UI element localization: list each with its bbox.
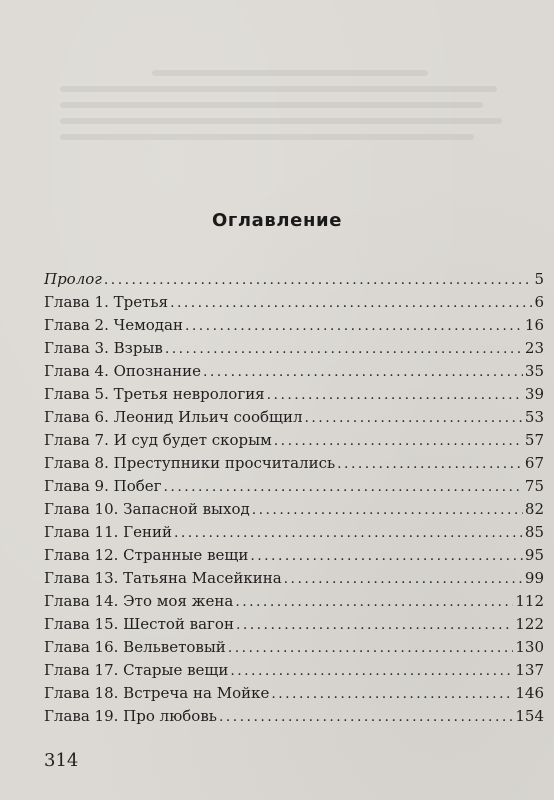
dot-leader [203, 361, 523, 384]
toc-entry[interactable] [44, 360, 544, 383]
toc-entry-label: Глава 8. Преступники просчитались [44, 454, 336, 472]
toc-entry[interactable] [44, 636, 544, 659]
dot-leader [165, 338, 523, 361]
toc-entry[interactable] [44, 291, 544, 314]
dot-leader [250, 545, 523, 568]
toc-entry-page: 146 [515, 684, 544, 702]
dot-leader [164, 476, 523, 499]
toc-entry[interactable] [44, 452, 544, 475]
toc-entry[interactable] [44, 475, 544, 498]
toc-entry-page: 6 [534, 293, 544, 311]
dot-leader [174, 522, 523, 545]
dot-leader [252, 499, 523, 522]
toc-entry-page: 23 [524, 339, 544, 357]
toc-entry-page: 39 [524, 385, 544, 403]
toc-entry[interactable] [44, 268, 544, 291]
toc-entry-label: Глава 11. Гений [44, 523, 172, 541]
dot-leader [305, 407, 523, 430]
dot-leader [185, 315, 523, 338]
toc-entry-page: 53 [524, 408, 544, 426]
toc-entry-label: Глава 9. Побег [44, 477, 162, 495]
toc-entry-label: Глава 1. Третья [44, 293, 169, 311]
toc-entry[interactable] [44, 682, 544, 705]
table-of-contents [44, 268, 544, 728]
toc-entry-page: 122 [515, 615, 544, 633]
toc-entry-page: 16 [524, 316, 544, 334]
dot-leader [219, 706, 513, 729]
toc-title: Оглавление [211, 210, 343, 231]
toc-entry-label: Глава 12. Странные вещи [44, 546, 249, 564]
toc-entry-page: 35 [524, 362, 544, 380]
dot-leader [267, 384, 523, 407]
toc-entry-label: Глава 16. Вельветовый [44, 638, 226, 656]
toc-entry-label: Глава 13. Татьяна Масейкина [44, 569, 282, 587]
toc-entry-label: Глава 7. И суд будет скорым [44, 431, 272, 449]
toc-entry-page: 130 [515, 638, 544, 656]
page-number: 314 [44, 750, 79, 771]
toc-entry-label: Глава 6. Леонид Ильич сообщил [44, 408, 303, 426]
toc-entry[interactable] [44, 567, 544, 590]
toc-entry-page: 95 [524, 546, 544, 564]
toc-entry-page: 154 [515, 707, 544, 725]
toc-entry[interactable] [44, 429, 544, 452]
toc-entry-label: Глава 3. Взрыв [44, 339, 163, 357]
dot-leader [235, 591, 513, 614]
toc-entry[interactable] [44, 544, 544, 567]
toc-entry-page: 82 [524, 500, 544, 518]
toc-entry[interactable] [44, 659, 544, 682]
toc-entry[interactable] [44, 314, 544, 337]
toc-entry-page: 67 [524, 454, 544, 472]
toc-entry-label: Глава 15. Шестой вагон [44, 615, 234, 633]
dot-leader [284, 568, 523, 591]
toc-entry-page: 5 [534, 270, 544, 288]
toc-entry-label: Глава 10. Запасной выход [44, 500, 250, 518]
toc-entry[interactable] [44, 705, 544, 728]
dot-leader [337, 453, 523, 476]
toc-entry-page: 57 [524, 431, 544, 449]
toc-entry[interactable] [44, 613, 544, 636]
toc-entry[interactable] [44, 498, 544, 521]
toc-entry-page: 85 [524, 523, 544, 541]
toc-entry[interactable] [44, 590, 544, 613]
dot-leader [271, 683, 513, 706]
toc-entry[interactable] [44, 383, 544, 406]
toc-entry[interactable] [44, 521, 544, 544]
toc-entry-label: Глава 5. Третья неврология [44, 385, 265, 403]
toc-entry-label: Глава 4. Опознание [44, 362, 201, 380]
toc-entry[interactable] [44, 406, 544, 429]
toc-entry-label: Глава 17. Старые вещи [44, 661, 229, 679]
toc-entry-page: 112 [515, 592, 544, 610]
show-through-text [60, 60, 520, 180]
toc-entry-page: 99 [524, 569, 544, 587]
toc-entry-page: 137 [515, 661, 544, 679]
dot-leader [236, 614, 513, 637]
dot-leader [230, 660, 513, 683]
toc-entry-label: Глава 14. Это моя жена [44, 592, 234, 610]
toc-entry-label: Глава 2. Чемодан [44, 316, 183, 334]
dot-leader [170, 292, 532, 315]
toc-entry-label: Пролог [44, 270, 102, 288]
dot-leader [228, 637, 514, 660]
dot-leader [104, 269, 533, 292]
toc-entry-label: Глава 18. Встреча на Мойке [44, 684, 270, 702]
dot-leader [274, 430, 523, 453]
toc-entry-label: Глава 19. Про любовь [44, 707, 217, 725]
toc-entry[interactable] [44, 337, 544, 360]
toc-entry-page: 75 [524, 477, 544, 495]
